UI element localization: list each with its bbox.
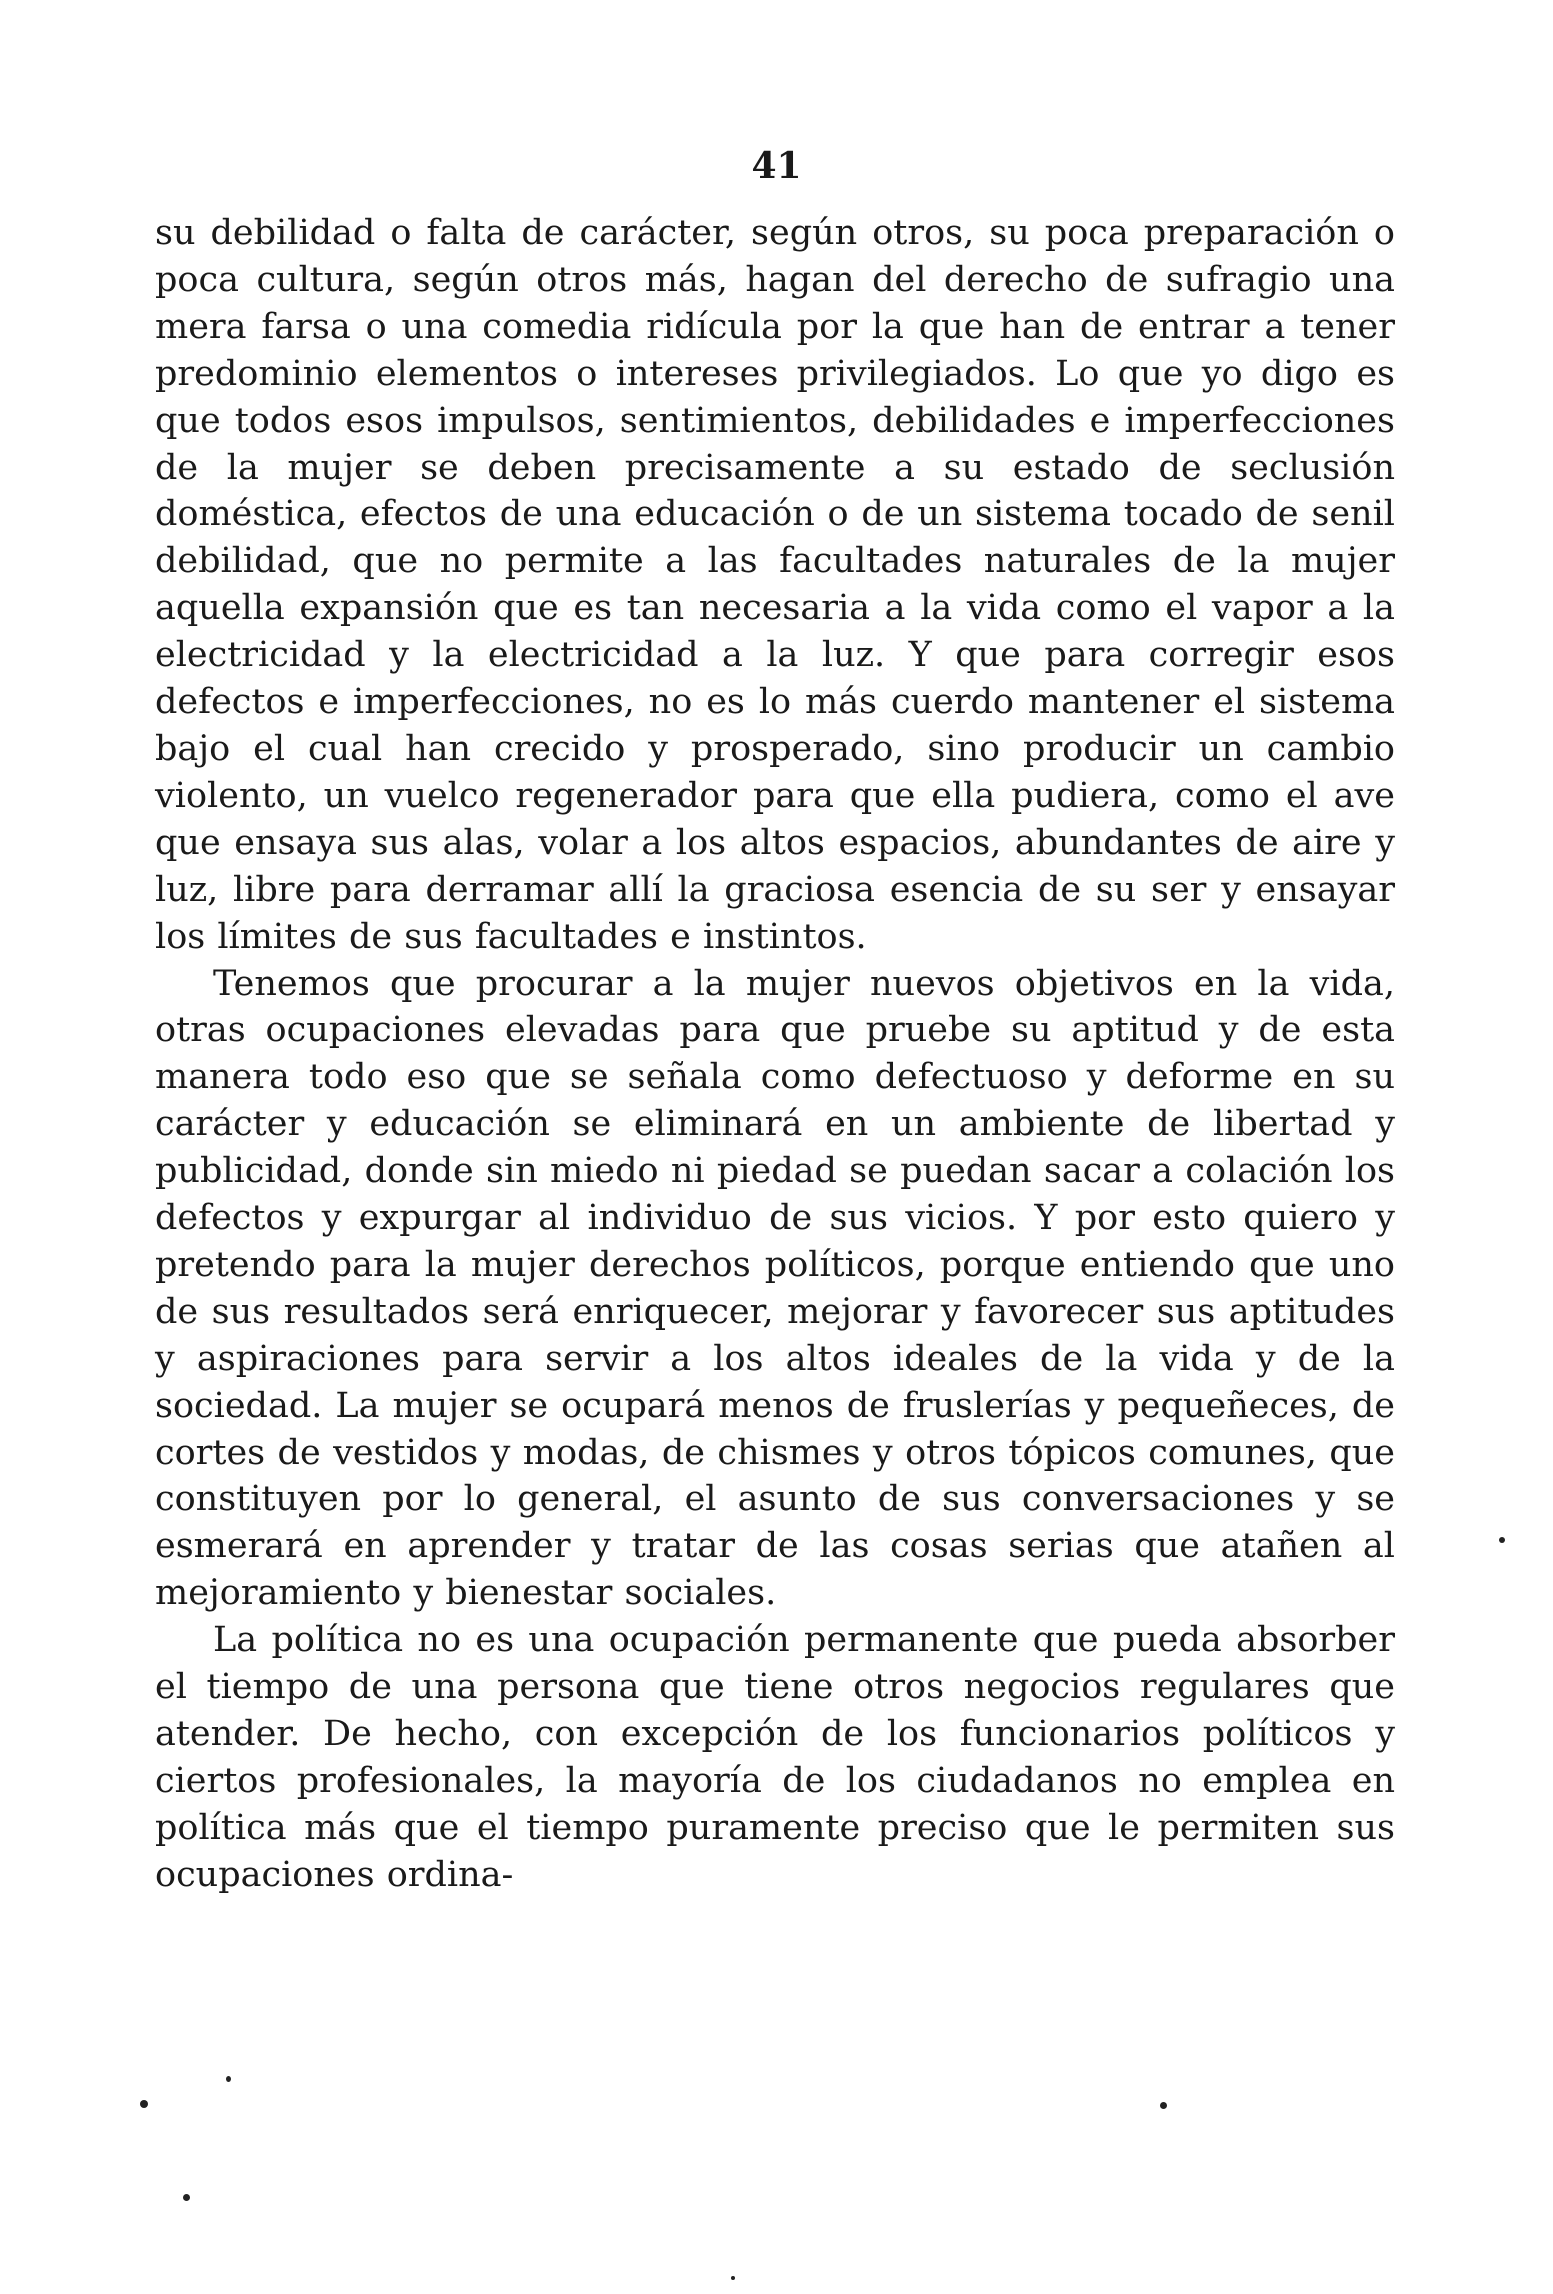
page-number: 41 (751, 145, 802, 187)
print-speck (183, 2194, 190, 2201)
paragraph-1: su debilidad o falta de carácter, según otros, su poca preparación o poca cultura, según otros más, hagan del derecho de sufragio una mera farsa o una comedia ridícula por la que han de entrar a tener predominio elementos o intereses privilegiados. Lo que yo digo es que todos esos impulsos, sentimientos, debilidades e imperfecciones de la mujer se deben precisamente a su estado de seclusión doméstica, efectos de una educación o de un sistema tocado de senil debilidad, que no permite a las facultades naturales de la mujer aquella expansión que es tan necesaria a la vida como el vapor a la electricidad y la electricidad a la luz. Y que para corregir esos defectos e imperfecciones, no es lo más cuerdo mantener el sistema bajo el cual han crecido y prosperado, sino producir un cambio violento, un vuelco regenerador para que ella pudiera, como el ave que ensaya sus alas, volar a los altos espacios, abundantes de aire y luz, libre para derramar allí la graciosa esencia de su ser y ensayar los límites de sus facultades e instintos. (155, 213, 1395, 957)
body-text (155, 210, 1395, 1899)
paragraph-3: La política no es una ocupación permanente que pueda absorber el tiempo de una persona que tiene otros negocios regulares que atender. De hecho, con excepción de los funcionarios políticos y ciertos profesionales, la mayoría de los ciudadanos no emplea en política más que el tiempo puramente preciso que le permiten sus ocupaciones ordina- (155, 1620, 1395, 1895)
print-speck (1160, 2102, 1167, 2109)
print-speck (731, 2276, 735, 2280)
paragraph-2: Tenemos que procurar a la mujer nuevos objetivos en la vida, otras ocupaciones elevadas para que pruebe su aptitud y de esta manera todo eso que se señala como defectuoso y deforme en su carácter y educación se eliminará en un ambiente de libertad y publicidad, donde sin miedo ni piedad se puedan sacar a colación los defectos y expurgar al individuo de sus vicios. Y por esto quiero y pretendo para la mujer derechos políticos, porque entiendo que uno de sus resultados será enriquecer, mejorar y favorecer sus aptitudes y aspiraciones para servir a los altos ideales de la vida y de la sociedad. La mujer se ocupará menos de fruslerías y pequeñeces, de cortes de vestidos y modas, de chismes y otros tópicos comunes, que constituyen por lo general, el asunto de sus conversaciones y se esmerará en aprender y tratar de las cosas serias que atañen al mejoramiento y bienestar sociales. (155, 963, 1395, 1614)
print-speck (1499, 1537, 1505, 1543)
print-speck (226, 2076, 231, 2082)
print-speck (140, 2100, 148, 2108)
